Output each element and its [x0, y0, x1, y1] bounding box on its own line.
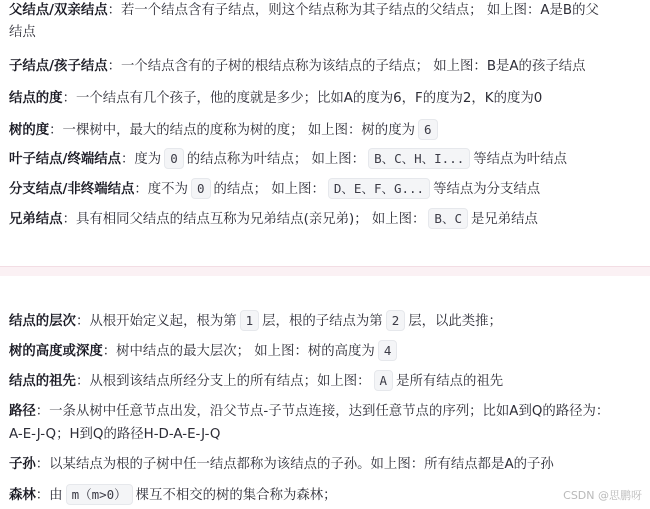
inline-code: A: [374, 370, 394, 391]
term-description: ：一棵树中，最大的结点的度称为树的度； 如上图：树的度为: [49, 123, 415, 138]
term-tree-height: [9, 340, 644, 363]
term-description: ：度为: [121, 152, 162, 167]
inline-code: m（m>0）: [66, 484, 133, 505]
term-label: 分支结点/非终端结点: [9, 182, 135, 197]
inline-code: 1: [240, 310, 260, 331]
inline-code: B、C: [428, 208, 468, 229]
term-label: 兄弟结点: [9, 212, 63, 227]
term-parent-node-continuation: [9, 22, 644, 44]
term-description: ：一条从树中任意节点出发，沿父节点-子节点连接，达到任意节点的序列；比如A到Q的路径为：: [35, 404, 610, 419]
term-description: ：树中结点的最大层次； 如上图：树的高度为: [102, 344, 375, 359]
term-description: 是所有结点的祖先: [396, 374, 504, 389]
term-path-continuation: [9, 424, 644, 446]
inline-code: 0: [164, 148, 184, 169]
term-description: ：一个结点有几个孩子，他的度就是多少；比如A的度为6，F的度为2，K的度为0: [62, 91, 543, 106]
term-description: 的结点； 如上图：: [213, 182, 325, 197]
term-description: ：度不为: [134, 182, 188, 197]
term-description: A-E-J-Q；H到Q的路径H-D-A-E-J-Q: [9, 427, 221, 442]
term-description: 的结点称为叶结点； 如上图：: [186, 152, 366, 167]
term-description: ：以某结点为根的子树中任一结点都称为该结点的子孙。如上图：所有结点都是A的子孙: [35, 457, 554, 472]
inline-code: 0: [191, 178, 211, 199]
term-node-level: [9, 310, 644, 333]
term-child-node: [9, 56, 644, 78]
section-divider: [0, 266, 650, 276]
term-description: ：具有相同父结点的结点互称为兄弟结点(亲兄弟)； 如上图：: [62, 212, 426, 227]
term-label: 子结点/孩子结点: [9, 59, 108, 74]
term-label: 子孙: [9, 457, 36, 472]
term-tree-degree: [9, 119, 644, 142]
csdn-watermark: CSDN @思鹏呀: [563, 489, 642, 502]
term-label: 父结点/双亲结点: [9, 3, 108, 18]
inline-code: 2: [386, 310, 406, 331]
term-label: 森林: [9, 488, 36, 503]
term-description: 棵互不相交的树的集合称为森林；: [135, 488, 337, 503]
term-description: 层，根的子结点为第: [262, 314, 383, 329]
term-sibling-node: [9, 208, 644, 231]
term-description: ：由: [35, 488, 63, 503]
term-description: ：若一个结点含有子结点，则这个结点称为其子结点的父结点； 如上图：A是B的父: [107, 3, 599, 18]
term-leaf-node: [9, 148, 644, 171]
inline-code: 4: [378, 340, 398, 361]
term-label: 路径: [9, 404, 36, 419]
term-description: ：从根开始定义起，根为第: [75, 314, 237, 329]
inline-code: D、E、F、G...: [328, 178, 430, 199]
term-description: 是兄弟结点: [470, 212, 538, 227]
term-description: ：从根到该结点所经分支上的所有结点；如上图：: [75, 374, 371, 389]
term-description: 层，以此类推；: [408, 314, 502, 329]
term-node-degree: [9, 88, 644, 110]
term-label: 树的高度或深度: [9, 344, 103, 359]
term-branch-node: [9, 178, 644, 201]
term-path: [9, 401, 644, 423]
inline-code: B、C、H、I...: [368, 148, 470, 169]
term-parent-node: [9, 0, 644, 22]
term-description: 等结点为分支结点: [433, 182, 541, 197]
term-label: 树的度: [9, 123, 50, 138]
term-descendant: [9, 454, 644, 476]
term-ancestor: [9, 370, 644, 393]
term-label: 结点的祖先: [9, 374, 76, 389]
term-label: 叶子结点/终端结点: [9, 152, 122, 167]
inline-code: 6: [418, 119, 438, 140]
term-label: 结点的度: [9, 91, 63, 106]
term-description: 等结点为叶结点: [473, 152, 567, 167]
term-description: 结点: [9, 25, 36, 40]
term-label: 结点的层次: [9, 314, 76, 329]
term-description: ：一个结点含有的子树的根结点称为该结点的子结点； 如上图：B是A的孩子结点: [107, 59, 586, 74]
term-forest: [9, 484, 644, 507]
